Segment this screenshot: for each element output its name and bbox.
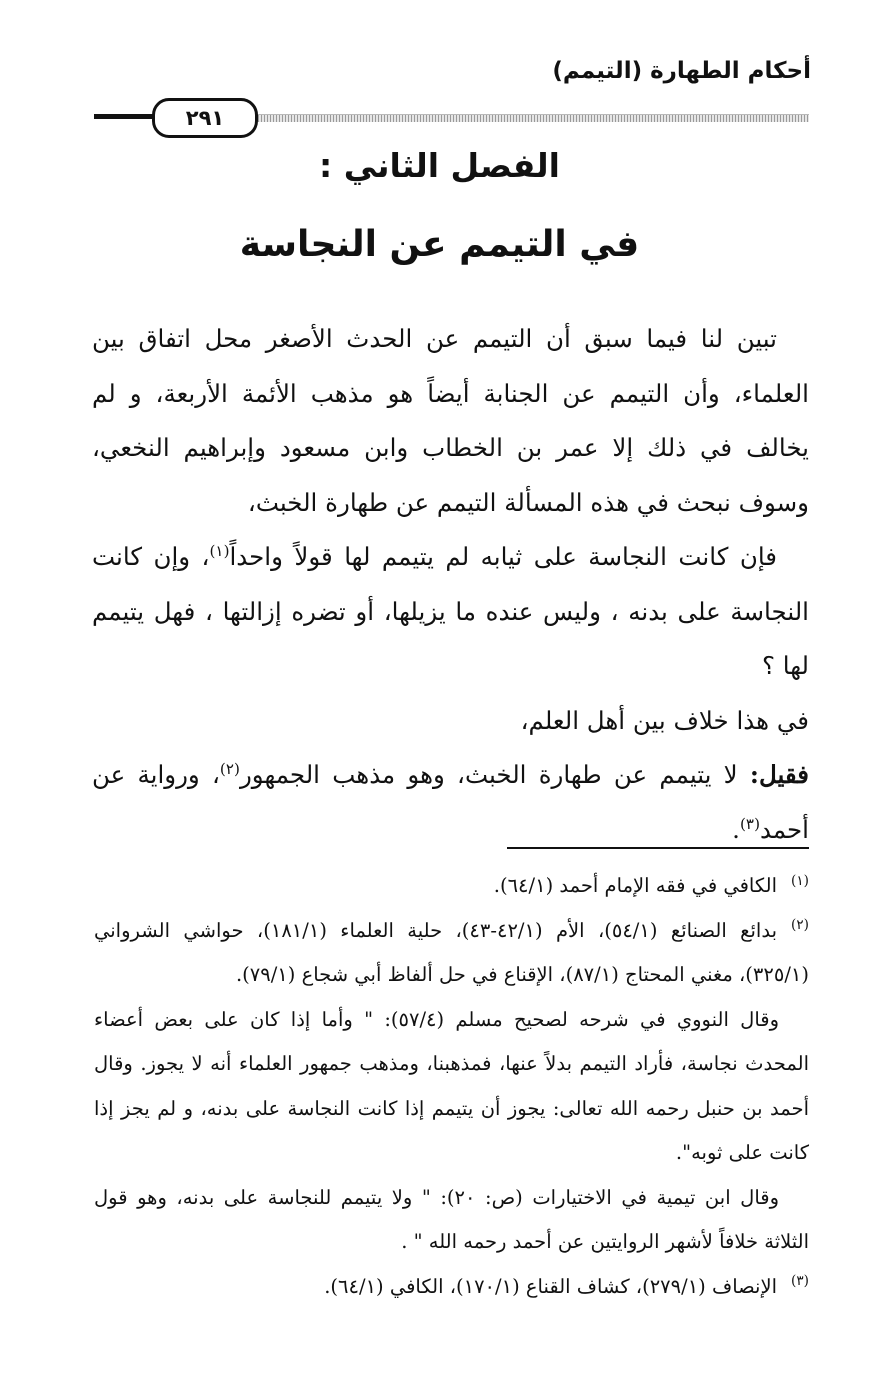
footnote-divider [507, 847, 809, 849]
body-text [92, 312, 809, 857]
paragraph-4-text-a: لا يتيمم عن طهارة الخبث، وهو مذهب الجمهور [239, 760, 750, 789]
footnote-1 [94, 864, 809, 909]
footnote-1-text: الكافي في فقه الإمام أحمد (٦٤/١). [493, 874, 778, 897]
paragraph-2-text-b: ، وإن كانت النجاسة على بدنه ، وليس عنده ما يزيلها، أو تضره إزالتها ، فهل يتيمم لها ؟ [92, 542, 809, 680]
page-number: ٢٩١ [152, 98, 258, 138]
paragraph-2 [92, 530, 809, 694]
paragraph-4-lead: فقيل: [749, 760, 810, 789]
footnote-3-text: الإنصاف (٢٧٩/١)، كشاف القناع (١٧٠/١)، الكافي (٦٤/١). [324, 1274, 778, 1298]
footnote-2 [94, 909, 809, 998]
footnote-2-mark: (٢) [791, 917, 809, 933]
paragraph-4-end: . [732, 814, 740, 844]
footnote-3-mark: (٣) [791, 1273, 809, 1289]
header-rule [94, 106, 809, 130]
header-rule-hatched [234, 114, 809, 122]
footnote-2-text: بدائع الصنائع (٥٤/١)، الأم (٤٢/١-٤٣)، حلية العلماء (١٨١/١)، حواشي الشرواني (٣٢٥/١)، مغني المحتاج (٨٧/١)، الإقناع في حل ألفاظ أبي شجاع (٧٩/١). [94, 918, 809, 986]
paragraph-2-text-a: فإن كانت النجاسة على ثيابه لم يتيمم لها قولاً واحداً [229, 542, 777, 571]
footnote-2-nawawi-quote: وقال النووي في شرحه لصحيح مسلم (٥٧/٤): " وأما إذا كان على بعض أعضاء المحدث نجاسة، فأراد التيمم بدلاً عنها، فمذهبنا، ومذهب جمهور العلماء أنه لا يجوز. وقال أحمد بن حنبل رحمه الله تعالى: يجوز أن يتيمم إذا كانت النجاسة على بدنه، و لم يجز إذا كانت على ثوبه". [94, 1007, 809, 1164]
footnote-ref-1[interactable]: (١) [209, 541, 230, 560]
footnotes [94, 864, 809, 1309]
footnote-3 [94, 1265, 809, 1310]
paragraph-3: في هذا خلاف بين أهل العلم، [520, 705, 809, 735]
footnote-1-mark: (١) [791, 872, 809, 889]
footnote-ref-2[interactable]: (٢) [219, 759, 240, 778]
footnote-2-ibn-taymiyya-quote: وقال ابن تيمية في الاختيارات (ص: ٢٠): " ولا يتيمم للنجاسة على بدنه، وهو قول الثلاثة خلافاً لأشهر الروايتين عن أحمد رحمه الله " . [94, 1185, 809, 1253]
running-title: أحكام الطهارة (التيمم) [552, 58, 811, 84]
paragraph-4-text-b: ، ورواية عن أحمد [92, 760, 809, 844]
paragraph-4 [92, 748, 809, 857]
paragraph-1: تبين لنا فيما سبق أن التيمم عن الحدث الأصغر محل اتفاق بين العلماء، وأن التيمم عن الجنابة أيضاً هو مذهب الأئمة الأربعة، و لم يخالف في ذلك إلا عمر بن الخطاب وابن مسعود وإبراهيم النخعي، وسوف نبحث في هذه المسألة التيمم عن طهارة الخبث، [92, 324, 809, 517]
footnote-ref-3[interactable]: (٣) [739, 814, 761, 833]
chapter-subtitle: في التيمم عن النجاسة [239, 224, 640, 265]
chapter-title: الفصل الثاني : [319, 146, 560, 185]
